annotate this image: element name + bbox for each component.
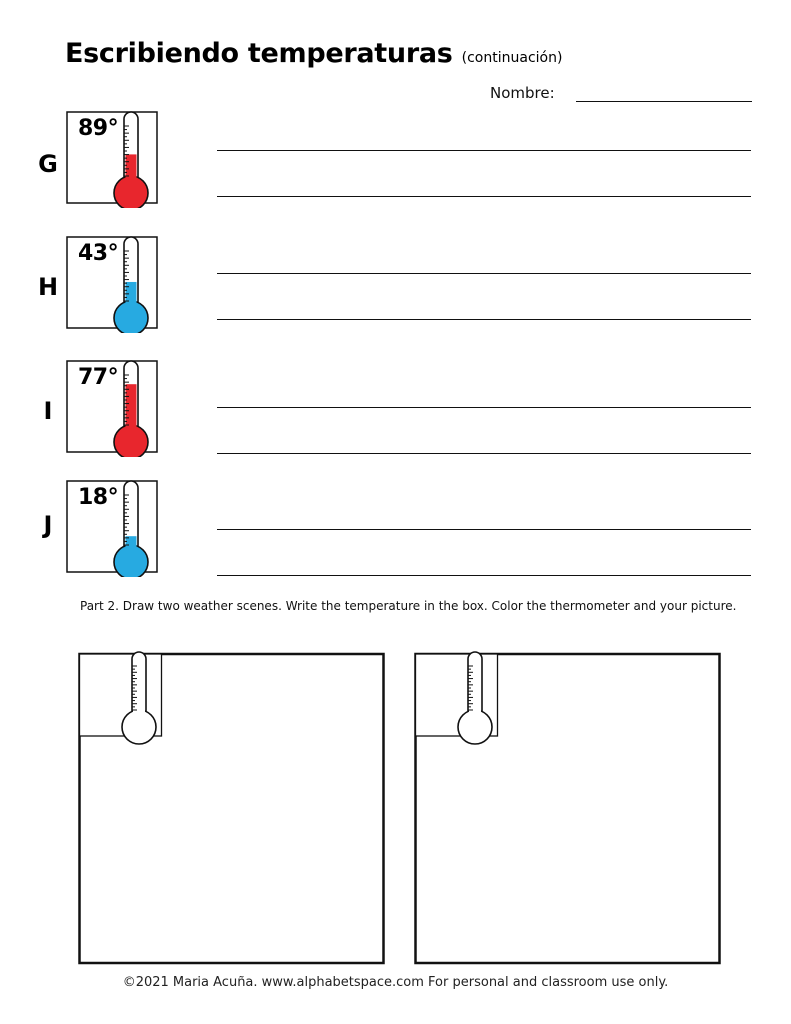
- footer-copyright: ©2021 Maria Acuña. www.alphabetspace.com For personal and classroom use only.: [122, 975, 669, 990]
- title-main: Escribiendo temperaturas: [65, 38, 453, 69]
- problem-letter: J: [43, 511, 53, 539]
- problem-row: [0, 359, 791, 459]
- answer-line[interactable]: [217, 319, 751, 320]
- scene-drawing-box[interactable]: [414, 650, 723, 966]
- temperature-label: 77°: [78, 365, 119, 390]
- answer-line[interactable]: [217, 407, 751, 408]
- title-subtitle: (continuación): [461, 50, 563, 66]
- answer-line[interactable]: [217, 529, 751, 530]
- answer-line[interactable]: [217, 273, 751, 274]
- temperature-label: 89°: [78, 116, 119, 141]
- scene-drawing-box[interactable]: [78, 650, 387, 966]
- answer-line[interactable]: [217, 453, 751, 454]
- name-line[interactable]: [576, 101, 752, 102]
- problem-row: [0, 110, 791, 210]
- answer-line[interactable]: [217, 196, 751, 197]
- temperature-label: 43°: [78, 241, 119, 266]
- problem-row: [0, 235, 791, 335]
- answer-line[interactable]: [217, 150, 751, 151]
- problem-letter: G: [38, 150, 58, 178]
- name-label: Nombre:: [490, 84, 555, 102]
- problem-row: [0, 479, 791, 579]
- page-title: [65, 38, 562, 69]
- problem-letter: I: [43, 397, 53, 425]
- name-field[interactable]: [490, 84, 752, 104]
- temperature-label: 18°: [78, 485, 119, 510]
- answer-line[interactable]: [217, 575, 751, 576]
- part2-instructions: Part 2. Draw two weather scenes. Write the temperature in the box. Color the thermometer and your picture.: [80, 599, 737, 613]
- problem-letter: H: [37, 273, 59, 301]
